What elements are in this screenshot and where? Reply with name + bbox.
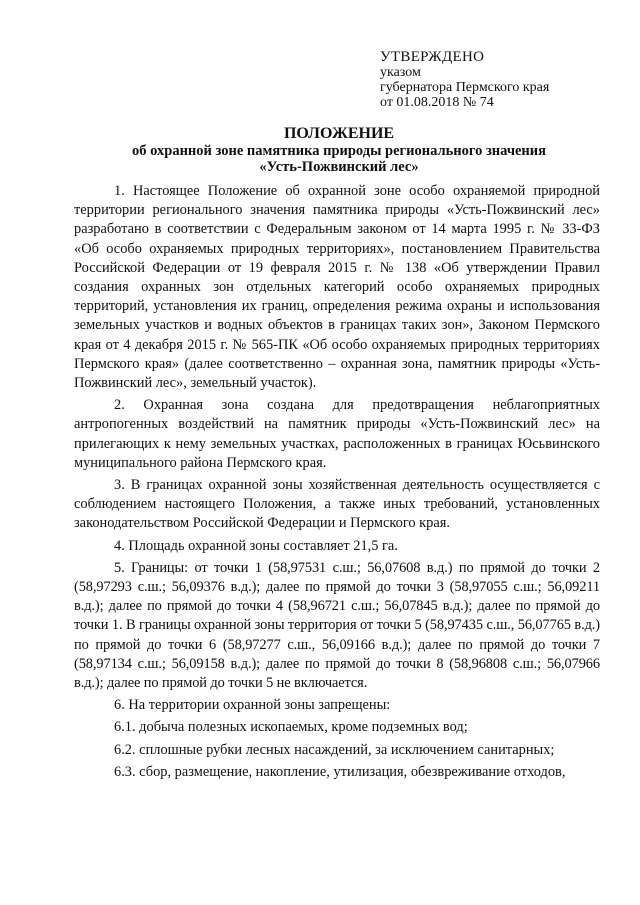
paragraph-6-3: 6.3. сбор, размещение, накопление, утилизация, обезвреживание отходов, [114, 763, 566, 780]
document-title: ПОЛОЖЕНИЕ [283, 125, 395, 142]
document-subtitle: «Усть-Пожвинский лес» [259, 159, 419, 175]
paragraph-1: 1. Настоящее Положение об охранной зоне особо охраняемой природной территории регионального значения памятника природы «Усть-Пожвинский лес» разработано в соответствии с Федеральным законом от 14 марта 1995 г. № 33-ФЗ «Об особо охраняемых природных территориях», постановлением Правительства Российской Федерации от 19 февраля 2015 г. № 138 «Об утверждении Правил создания охранных зон отдельных категорий особо охраняемых природных территорий, установления их границ, определения режима охраны и использования земельных участков и водных объектов в границах таких зон», Законом Пермского края от 4 декабря 2015 г. № 565-ПК «Об особо охраняемых природных территориях Пермского края» (далее соответственно – охранная зона, памятник природы «Усть-Пожвинский лес», земельный участок). [74, 183, 600, 392]
paragraph-6-2: 6.2. сплошные рубки лесных насаждений, за исключением санитарных; [114, 741, 555, 758]
paragraph-4: 4. Площадь охранной зоны составляет 21,5 га. [114, 537, 398, 554]
approval-line: губернатора Пермского края [380, 80, 550, 95]
paragraph-3: 3. В границах охранной зоны хозяйственная деятельность осуществляется с соблюдением настоящего Положения, а также иных требований, установленных законодательством Российской Федерации и Пермского края. [74, 477, 600, 532]
approval-line: указом [380, 65, 421, 80]
document-heading [74, 124, 604, 175]
approval-line: от 01.08.2018 № 74 [380, 95, 494, 110]
document-body [74, 182, 600, 785]
paragraph-6: 6. На территории охранной зоны запрещены: [114, 697, 391, 714]
approval-stamp [380, 50, 549, 110]
paragraph-2: 2. Охранная зона создана для предотвращения неблагоприятных антропогенных воздействий на памятник природы «Усть-Пожвинский лес» на прилегающих к нему земельных участках, расположенных в границах Юсьвинского муниципального района Пермского края. [74, 397, 600, 471]
paragraph-5: 5. Границы: от точки 1 (58,97531 с.ш.; 56,07608 в.д.) по прямой до точки 2 (58,97293 с.ш.; 56,09376 в.д.); далее по прямой до точки 3 (58,97055 с.ш.; 56,09211 в.д.); далее по прямой до точки 4 (58,96721 с.ш.; 56,07845 в.д.); далее по прямой до точки 1. В границы охранной зоны территория от точки 5 (58,97435 с.ш., 56,07765 в.д.) по прямой до точки 6 (58,97277 с.ш., 56,09166 в.д.); далее по прямой до точки 7 (58,97134 с.ш.; 56,09158 в.д.); далее по прямой до точки 8 (58,96808 с.ш.; 56,07966 в.д.); далее по прямой до точки 5 не включается. [74, 559, 600, 692]
approval-title: УТВЕРЖДЕНО [380, 49, 485, 65]
paragraph-6-1: 6.1. добыча полезных ископаемых, кроме подземных вод; [114, 719, 468, 736]
document-subtitle: об охранной зоне памятника природы регионального значения [132, 143, 546, 159]
